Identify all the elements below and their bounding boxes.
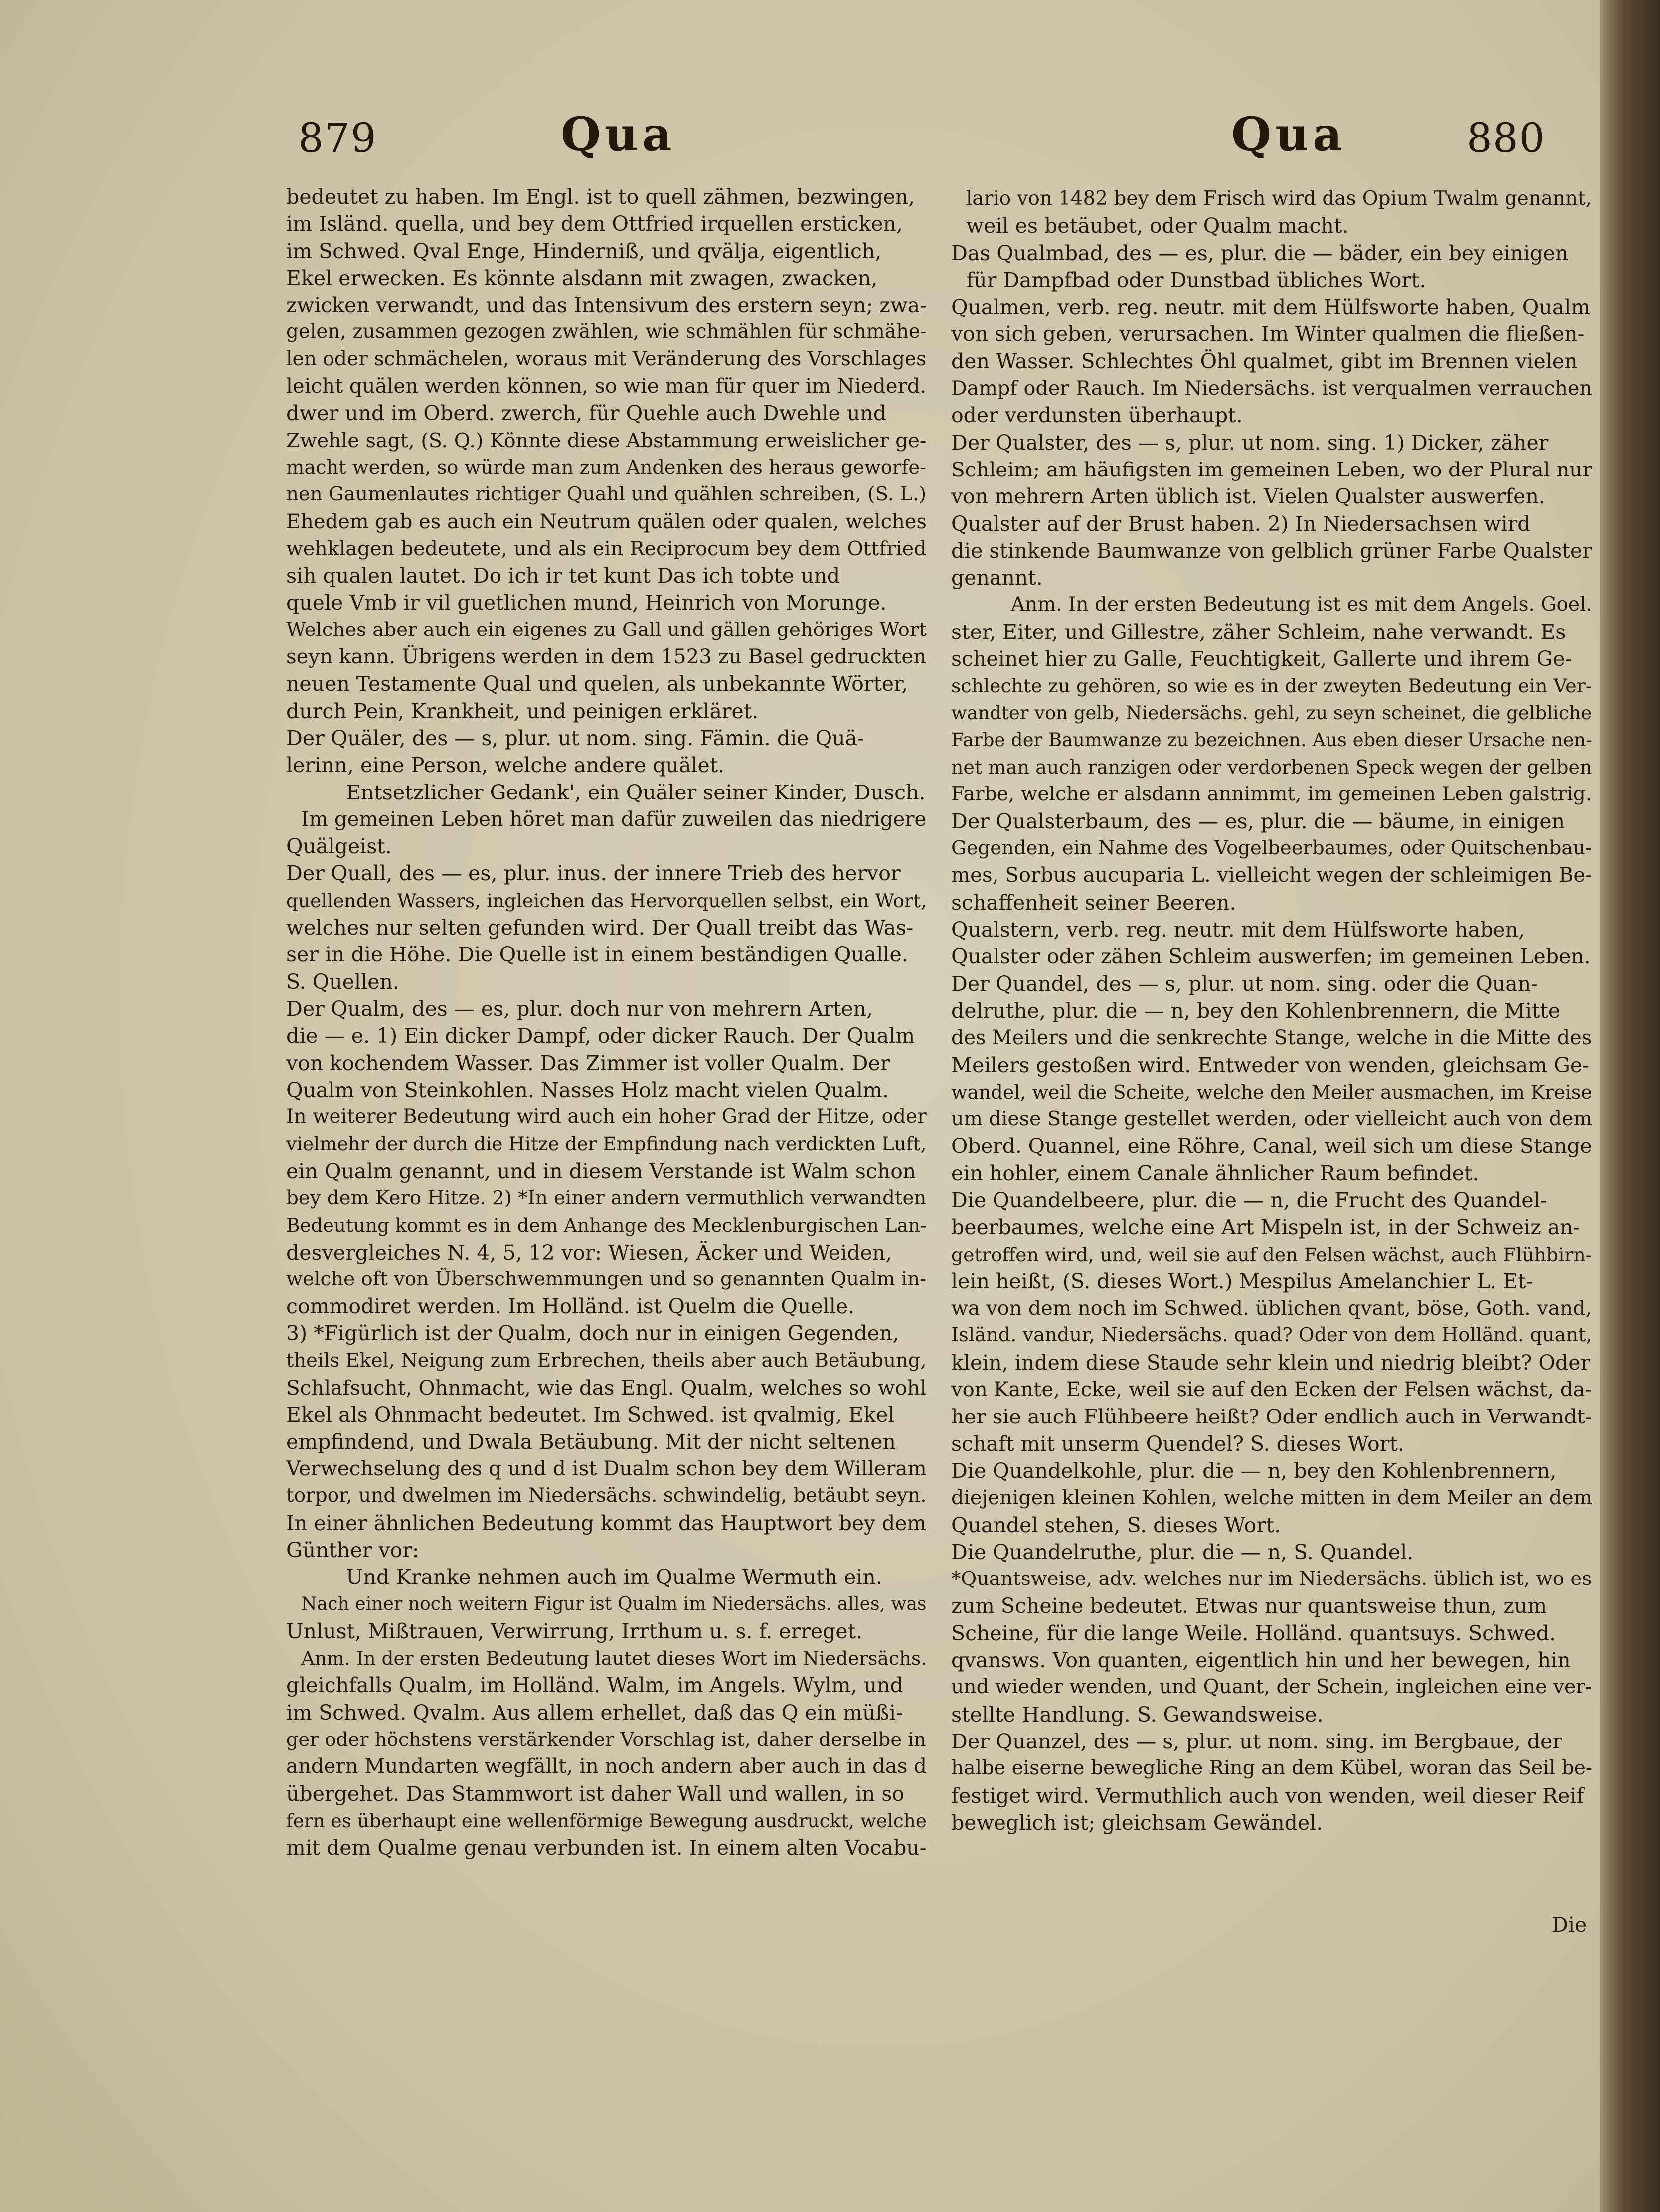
text-line: net man auch ranzigen oder verdorbenen Speck wegen der gelben [951,756,1592,779]
text-line: dwer und im Oberd. zwerch, für Quehle auch Dwehle und [286,401,887,426]
text-line: mes, Sorbus aucuparia L. vielleicht wegen der schleimigen Be- [951,864,1592,887]
text-line: lerinn, eine Person, welche andere quälet. [286,753,725,778]
text-line: Quandel stehen, S. dieses Wort. [951,1513,1281,1537]
text-line: Der Quäler, des — s, plur. ut nom. sing. Fämin. die Quä- [286,726,864,750]
text-line: stellte Handlung. S. Gewandsweise. [951,1702,1324,1727]
text-line: Der Quandel, des — s, plur. ut nom. sing. oder die Quan- [951,971,1538,996]
text-line: Farbe, welche er alsdann annimmt, im gemeinen Leben galstrig. [951,783,1592,805]
text-line: wandter von gelb, Niedersächs. gehl, zu seyn scheinet, die gelbliche [951,702,1592,724]
text-line: übergehet. Das Stammwort ist daher Wall und wallen, in so [286,1781,905,1806]
text-line: len oder schmächelen, woraus mit Veränderung des Vorschlages [286,347,927,370]
right-page-number: 880 [1467,115,1546,161]
text-line: nen Gaumenlautes richtiger Quahl und quählen schreiben, (S. L.) [286,483,927,506]
text-line: Oberd. Quannel, eine Röhre, Canal, weil sich um diese Stange [951,1134,1592,1158]
text-line: fern es überhaupt eine wellenförmige Bewegung ausdruckt, welche [286,1809,927,1832]
text-line: quellenden Wassers, ingleichen das Hervorquellen selbst, ein Wort, [286,889,927,912]
text-line: Quälgeist. [286,834,392,859]
text-line: Anm. In der ersten Bedeutung ist es mit dem Angels. Goel. [1011,593,1592,616]
text-line: Zwehle sagt, (S. Q.) Könnte diese Abstammung erweislicher ge- [286,429,927,452]
text-line: neuen Testamente Qual und quelen, als unbekannte Wörter, [286,672,908,696]
text-line: zum Scheine bedeutet. Etwas nur quantsweise thun, zum [951,1594,1547,1618]
text-line: welches nur selten gefunden wird. Der Quall treibt das Was- [286,916,914,940]
text-line: Nach einer noch weitern Figur ist Qualm im Niedersächs. alles, was [301,1593,927,1615]
text-line: um diese Stange gestellet werden, oder vielleicht auch von dem [951,1107,1592,1131]
text-line: andern Mundarten wegfällt, in noch andern aber auch in das d [286,1755,927,1778]
text-line: Der Qualster, des — s, plur. ut nom. sing. 1) Dicker, zäher [951,430,1549,455]
text-line: delruthe, plur. die — n, bey den Kohlenbrennern, die Mitte [951,998,1561,1023]
text-line: Die Quandelruthe, plur. die — n, S. Quandel. [951,1540,1414,1564]
text-line: *Quantsweise, adv. welches nur im Niedersächs. üblich ist, wo es [951,1568,1592,1590]
text-line: bedeutet zu haben. Im Engl. ist to quell zähmen, bezwingen, [286,185,915,209]
text-line: im Schwed. Qvalm. Aus allem erhellet, daß das Q ein müßi- [286,1700,903,1725]
text-line: halbe eiserne bewegliche Ring an dem Kübel, woran das Seil be- [951,1757,1593,1780]
text-line: lein heißt, (S. dieses Wort.) Mespilus Amelanchier L. Et- [951,1269,1533,1293]
text-line: sih qualen lautet. Do ich ir tet kunt Das ich tobte und [286,564,840,588]
right-text-column [951,185,1592,1836]
text-line: von kochendem Wasser. Das Zimmer ist voller Qualm. Der [286,1051,890,1075]
text-line: Bedeutung kommt es in dem Anhange des Mecklenburgischen Lan- [286,1214,927,1237]
text-line: wandel, weil die Scheite, welche den Meiler ausmachen, im Kreise [951,1081,1592,1103]
text-line: Ekel erwecken. Es könnte alsdann mit zwagen, zwacken, [286,266,878,290]
text-line: theils Ekel, Neigung zum Erbrechen, theils aber auch Betäubung, [286,1349,927,1372]
text-line: commodiret werden. Im Holländ. ist Quelm die Quelle. [286,1294,855,1319]
text-line: beerbaumes, welche eine Art Mispeln ist, in der Schweiz an- [951,1215,1580,1240]
text-line: her sie auch Flühbeere heißt? Oder endlich auch in Verwandt- [951,1405,1592,1429]
text-line: zwicken verwandt, und das Intensivum des erstern seyn; zwa- [286,293,927,317]
text-line: gelen, zusammen gezogen zwählen, wie schmählen für schmähe- [286,320,927,343]
text-line: schaffenheit seiner Beeren. [951,890,1236,915]
catchword: Die [1552,1913,1587,1937]
text-line: festiget wird. Vermuthlich auch von wenden, weil dieser Reif [951,1783,1584,1808]
text-line: mit dem Qualme genau verbunden ist. In einem alten Vocabu- [286,1836,927,1860]
text-line: Ekel als Ohnmacht bedeutet. Im Schwed. ist qvalmig, Ekel [286,1403,895,1427]
text-line: vielmehr der durch die Hitze der Empfindung nach verdickten Luft, [286,1133,927,1155]
text-line: In einer ähnlichen Bedeutung kommt das Hauptwort bey dem [286,1511,927,1535]
text-line: lario von 1482 bey dem Frisch wird das Opium Twalm genannt, [966,187,1592,210]
text-line: Das Qualmbad, des — es, plur. die — bäder, ein bey einigen [951,241,1569,265]
text-line: von mehrern Arten üblich ist. Vielen Qualster auswerfen. [951,484,1545,509]
book-gutter [1600,0,1660,2212]
text-line: Qualster oder zähen Schleim auswerfen; im gemeinen Leben. [951,945,1591,969]
text-line: schlechte zu gehören, so wie es in der zweyten Bedeutung ein Ver- [951,675,1592,697]
text-line: Qualmen, verb. reg. neutr. mit dem Hülfsworte haben, Qualm [951,295,1591,319]
text-line: getroffen wird, und, weil sie auf den Felsen wächst, auch Flühbirn- [951,1243,1592,1265]
text-line: Die Quandelkohle, plur. die — n, bey den Kohlenbrennern, [951,1458,1557,1483]
text-line: Ehedem gab es auch ein Neutrum quälen oder qualen, welches [286,510,927,533]
text-line: macht werden, so würde man zum Andenken des heraus geworfe- [286,456,927,478]
text-line: im Isländ. quella, und bey dem Ottfried irquellen ersticken, [286,212,903,236]
text-line: Entsetzlicher Gedank', ein Quäler seiner Kinder, Dusch. [346,780,926,804]
text-line: quele Vmb ir vil guetlichen mund, Heinrich von Morunge. [286,591,887,615]
text-line: qvansws. Von quanten, eigentlich hin und her bewegen, hin [951,1648,1571,1673]
text-line: Die Quandelbeere, plur. die — n, die Frucht des Quandel- [951,1188,1547,1212]
text-line: diejenigen kleinen Kohlen, welche mitten in dem Meiler an dem [951,1486,1593,1510]
text-line: die stinkende Baumwanze von gelblich grüner Farbe Qualster [951,538,1592,563]
text-line: ein hohler, einem Canale ähnlicher Raum befindet. [951,1161,1479,1185]
text-line: Im gemeinen Leben höret man dafür zuweilen das niedrigere [301,807,927,831]
text-line: schaft mit unserm Quendel? S. dieses Wort. [951,1431,1404,1456]
right-running-head: Qua [1231,107,1346,161]
text-line: Isländ. vandur, Niedersächs. quad? Oder von dem Holländ. quant, [951,1324,1592,1347]
text-line: klein, indem diese Staude sehr klein und niedrig bleibt? Oder [951,1350,1591,1375]
text-line: welche oft von Überschwemmungen und so genannten Qualm in- [286,1267,927,1290]
text-line: ser in die Höhe. Die Quelle ist in einem beständigen Qualle. [286,943,908,967]
left-running-head: Qua [561,107,676,161]
text-line: den Wasser. Schlechtes Öhl qualmet, gibt im Brennen vielen [951,349,1578,373]
text-line: ster, Eiter, und Gillestre, zäher Schleim, nahe verwandt. Es [951,620,1566,644]
text-line: Meilers gestoßen wird. Entweder von wenden, gleichsam Ge- [951,1053,1590,1077]
text-line: Der Quanzel, des — s, plur. ut nom. sing. im Bergbaue, der [951,1729,1562,1753]
text-line: beweglich ist; gleichsam Gewändel. [951,1810,1323,1835]
text-line: 3) *Figürlich ist der Qualm, doch nur in einigen Gegenden, [286,1321,899,1346]
text-line: ger oder höchstens verstärkender Vorschlag ist, daher derselbe in [286,1728,926,1750]
text-line: Unlust, Mißtrauen, Verwirrung, Irrthum u. s. f. erreget. [286,1619,863,1643]
text-line: genannt. [951,566,1043,590]
text-line: des Meilers und die senkrechte Stange, welche in die Mitte des [951,1026,1592,1050]
text-line: Der Qualm, des — es, plur. doch nur von mehrern Arten, [286,996,873,1021]
text-line: die — e. 1) Ein dicker Dampf, oder dicker Rauch. Der Qualm [286,1024,915,1048]
text-line: Verwechselung des q und d ist Dualm schon bey dem Willeram [286,1457,927,1480]
text-line: von sich geben, verursachen. Im Winter qualmen die fließen- [951,322,1585,346]
text-line: Der Quall, des — es, plur. inus. der innere Trieb des hervor [286,861,901,886]
text-line: Farbe der Baumwanze zu bezeichnen. Aus eben dieser Ursache nen- [951,729,1592,751]
left-page-number: 879 [298,115,377,161]
text-line: desvergleiches N. 4, 5, 12 vor: Wiesen, Äcker und Weiden, [286,1240,892,1264]
text-line: Schleim; am häufigsten im gemeinen Leben, wo der Plural nur [951,457,1592,481]
text-line: ein Qualm genannt, und in diesem Verstande ist Walm schon [286,1159,916,1183]
text-line: wehklagen bedeutete, und als ein Reciprocum bey dem Ottfried [286,537,927,560]
text-line: Der Qualsterbaum, des — es, plur. die — bäume, in einigen [951,809,1565,833]
text-line: Welches aber auch ein eigenes zu Gall und gällen gehöriges Wort [286,618,927,641]
text-line: weil es betäubet, oder Qualm macht. [966,214,1349,238]
text-line: Qualster auf der Brust haben. 2) In Niedersachsen wird [951,511,1531,536]
text-line: empfindend, und Dwala Betäubung. Mit der nicht seltenen [286,1429,896,1454]
text-line: Anm. In der ersten Bedeutung lautet dieses Wort im Niedersächs. [301,1647,927,1670]
text-line: leicht quälen werden können, so wie man für quer im Niederd. [286,375,927,398]
text-line: bey dem Kero Hitze. 2) *In einer andern vermuthlich verwandten [286,1186,927,1209]
text-line: seyn kann. Übrigens werden in dem 1523 zu Basel gedruckten [286,645,927,669]
text-line: Schlafsucht, Ohnmacht, wie das Engl. Qualm, welches so wohl [286,1376,927,1400]
text-line: Qualstern, verb. reg. neutr. mit dem Hülfsworte haben, [951,918,1525,942]
text-line: Scheine, für die lange Weile. Holländ. quantsuys. Schwed. [951,1621,1556,1645]
left-text-column [286,183,927,1861]
text-line: und wieder wenden, und Quant, der Schein, ingleichen eine ver- [951,1676,1592,1699]
text-line: gleichfalls Qualm, im Holländ. Walm, im Angels. Wylm, und [286,1673,903,1698]
text-line: Qualm von Steinkohlen. Nasses Holz macht vielen Qualm. [286,1078,889,1102]
text-line: wa von dem noch im Schwed. üblichen qvant, böse, Goth. vand, [951,1297,1592,1320]
text-line: S. Quellen. [286,969,399,994]
text-line: Und Kranke nehmen auch im Qualme Wermuth ein. [346,1565,882,1589]
text-line: für Dampfbad oder Dunstbad übliches Wort. [966,268,1426,292]
text-line: oder verdunsten überhaupt. [951,403,1243,428]
text-line: von Kante, Ecke, weil sie auf den Ecken der Felsen wächst, da- [951,1378,1592,1402]
text-line: im Schwed. Qval Enge, Hinderniß, und qvälja, eigentlich, [286,239,882,263]
text-line: durch Pein, Krankheit, und peinigen erkläret. [286,699,759,723]
text-line: torpor, und dwelmen im Niedersächs. schwindelig, betäubt seyn. [286,1484,927,1507]
text-line: In weiterer Bedeutung wird auch ein hoher Grad der Hitze, oder [286,1106,927,1128]
text-line: Gegenden, ein Nahme des Vogelbeerbaumes, oder Quitschenbau- [951,837,1592,860]
text-line: Günther vor: [286,1538,419,1562]
text-line: scheinet hier zu Galle, Feuchtigkeit, Gallerte und ihrem Ge- [951,647,1572,671]
text-line: Dampf oder Rauch. Im Niedersächs. ist verqualmen verrauchen [951,377,1592,400]
